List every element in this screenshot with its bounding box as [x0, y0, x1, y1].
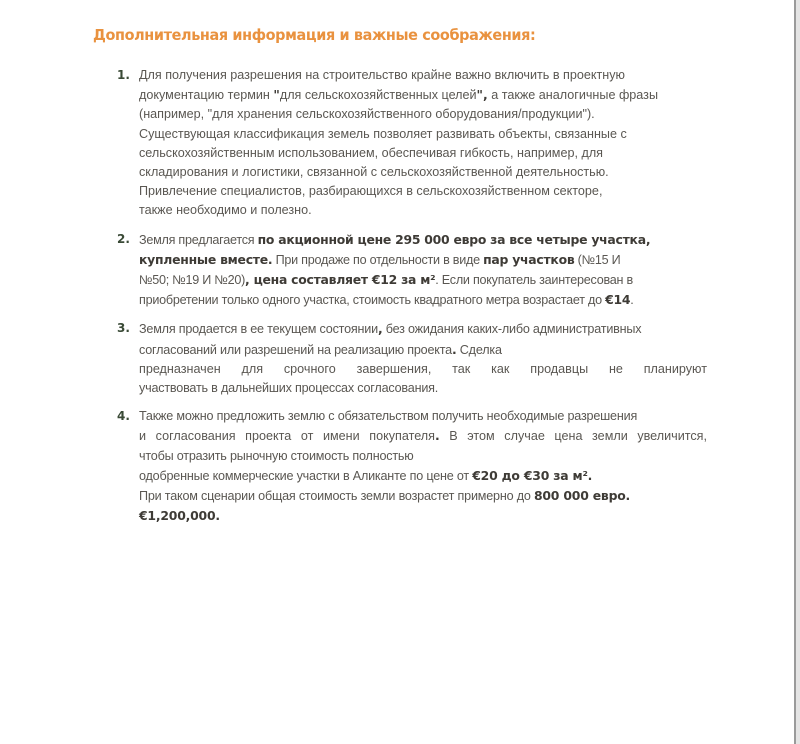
list-item — [117, 407, 707, 526]
text-line — [139, 144, 707, 163]
bold-text: , — [377, 321, 383, 337]
text-run: приобретении только одного участка, стоимость квадратного метра возрастает до — [139, 293, 606, 308]
text-line — [139, 319, 707, 339]
text-run: согласований или разрешений на реализацию проекта — [139, 342, 452, 357]
text-run: (например, "для хранения сельскохозяйственного оборудования/продукции"). — [139, 107, 595, 122]
text-run: (№15 И — [574, 252, 621, 267]
text-run: Сделка — [456, 342, 502, 357]
text-run: документацию термин — [139, 88, 274, 103]
text-run: . Если покупатель заинтересован в — [435, 273, 633, 288]
text-line — [139, 163, 707, 182]
text-line — [139, 466, 707, 486]
text-run: без ожидания каких-либо административных — [382, 322, 642, 337]
bold-text: , цена составляет €12 за м² — [245, 272, 436, 288]
text-line — [139, 230, 707, 250]
text-line — [139, 379, 707, 398]
bold-text: . — [434, 428, 440, 444]
text-run: №50; №19 И №20) — [139, 273, 246, 288]
text-run: Земля продается в ее текущем состоянии — [139, 322, 378, 337]
text-run: предназначен для срочного завершения, так как продавцы не планируют — [139, 361, 707, 376]
text-run: чтобы отразить рыночную стоимость полностью — [139, 448, 414, 463]
bold-text: 800 000 евро. — [533, 488, 631, 504]
text-run: сельскохозяйственным использованием, обеспечивая гибкость, например, для — [139, 145, 603, 160]
text-run: В этом случае цена земли увеличится, — [439, 429, 707, 444]
bold-text: ", — [476, 87, 488, 103]
text-run: При продаже по отдельности в виде — [272, 252, 484, 267]
text-run: Существующая классификация земель позволяет развивать объекты, связанные с — [139, 126, 627, 141]
text-run: Земля предлагается — [139, 232, 258, 247]
bold-text: " — [273, 87, 280, 103]
text-line — [139, 290, 707, 310]
text-run: и согласования проекта от имени покупателя — [139, 429, 435, 444]
bold-text: купленные вместе. — [139, 251, 273, 267]
bold-text: пар участков — [483, 251, 575, 267]
text-run: Привлечение специалистов, разбирающихся в сельскохозяйственном секторе, — [139, 184, 603, 199]
text-run: также необходимо и полезно. — [139, 203, 312, 218]
text-line — [139, 201, 707, 220]
text-run: одобренные коммерческие участки в Аликанте по цене от — [139, 468, 473, 483]
bold-text: по акционной цене 295 000 евро за все четыре участка, — [257, 231, 651, 247]
list-item-number: 4. — [117, 409, 130, 424]
page-edge-scrollbar — [794, 0, 800, 744]
text-line — [139, 85, 707, 105]
text-line — [139, 105, 707, 124]
text-run: складирования и логистики, связанной с сельскохозяйственной деятельностью. — [139, 165, 609, 180]
section-heading: Дополнительная информация и важные соображения: — [93, 26, 536, 44]
text-line — [139, 407, 707, 426]
considerations-list — [117, 66, 707, 535]
text-run: . — [630, 293, 634, 308]
bold-text: €1,200,000. — [139, 508, 220, 524]
bold-text: . — [451, 341, 457, 357]
text-line — [139, 270, 707, 290]
text-line — [139, 486, 707, 506]
list-item-text — [139, 230, 707, 311]
list-item — [117, 230, 707, 311]
list-item-text — [139, 319, 707, 398]
text-line — [139, 340, 707, 360]
text-line — [139, 360, 707, 379]
list-item-number: 1. — [117, 68, 130, 82]
text-line — [139, 426, 707, 446]
list-item-text — [139, 66, 707, 221]
list-item — [117, 319, 707, 398]
list-item-number: 3. — [117, 321, 130, 336]
text-line — [139, 250, 707, 270]
bold-text: €14 — [605, 292, 631, 308]
text-line — [139, 125, 707, 144]
list-item — [117, 66, 707, 221]
text-line — [139, 447, 707, 466]
text-line — [139, 506, 707, 526]
list-item-text — [139, 407, 707, 526]
list-item-number: 2. — [117, 231, 130, 246]
text-line — [139, 66, 707, 85]
text-run: участвовать в дальнейших процессах согласования. — [139, 381, 439, 396]
text-run: Также можно предложить землю с обязательством получить необходимые разрешения — [139, 409, 638, 424]
text-line — [139, 182, 707, 201]
text-run: а также аналогичные фразы — [487, 88, 658, 103]
bold-text: €20 до €30 за м². — [472, 467, 593, 483]
text-run: При таком сценарии общая стоимость земли возрастет примерно до — [139, 489, 534, 504]
text-run: для сельскохозяйственных целей — [279, 88, 477, 103]
text-run: Для получения разрешения на строительство крайне важно включить в проектную — [139, 68, 625, 82]
